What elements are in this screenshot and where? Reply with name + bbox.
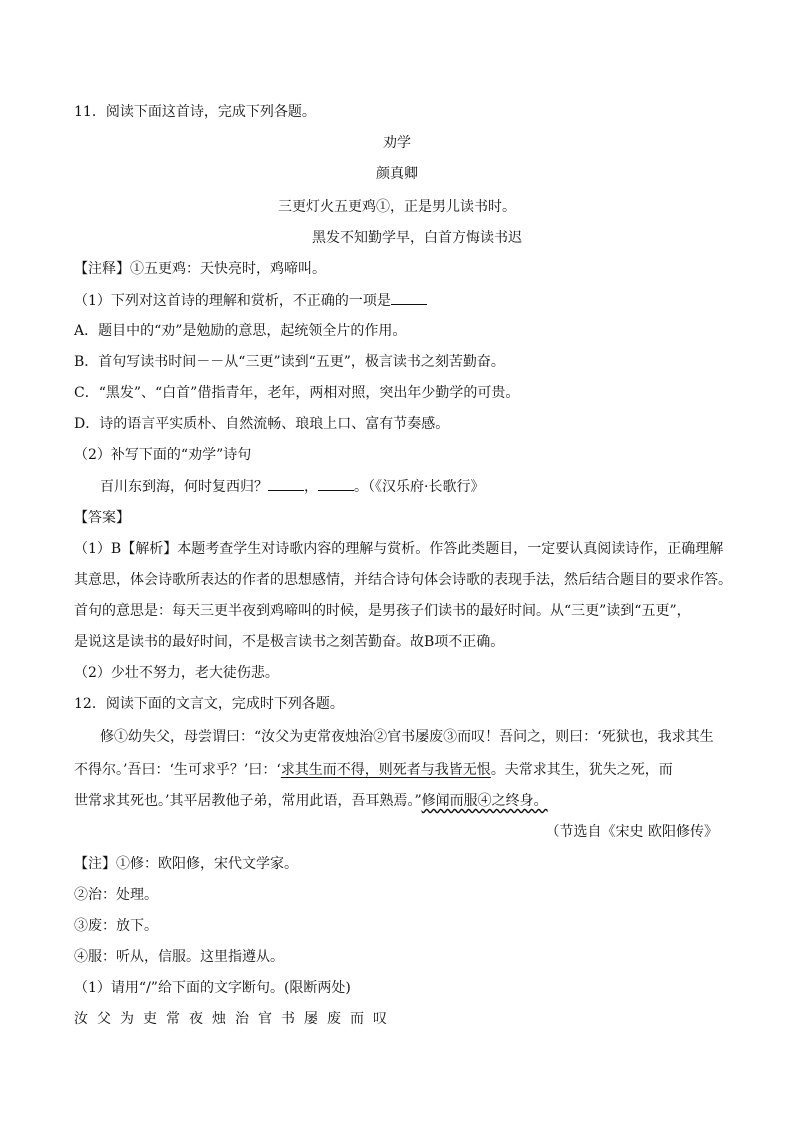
answer1-line2: 其意思，体会诗歌所表达的作者的思想感情，并结合诗句体会诗歌的表现手法，然后结合题目的要求作答。 <box>74 572 732 588</box>
passage-line-1: 修①幼失父，母尝谓曰：“汝父为吏常夜烛治②官书屡废③而叹！吾问之，则曰：‘死狱也，我求其生 <box>100 729 714 745</box>
poem-title: 劝学 <box>383 135 411 151</box>
passage-line-2-pre: 不得尔。’吾曰：‘生可求乎？’曰：‘ <box>74 762 281 778</box>
fill-line <box>100 476 484 497</box>
answer1-line3: 首句的意思是：每天三更半夜到鸡啼叫的时候，是男孩子们读书的最好时间。从“三更”读到“五更”， <box>74 603 691 619</box>
fill-pre: 百川东到海，何时复西归？ <box>100 479 268 495</box>
option-d: D．诗的语言平实质朴、自然流畅、琅琅上口、富有节奏感。 <box>74 416 450 432</box>
wavy-underlined-sentence: 修闻而服④之终身。 <box>421 793 548 809</box>
q11-heading: 11．阅读下面这首诗，完成下列各题。 <box>74 104 316 120</box>
poem-line-1: 三更灯火五更鸡①，正是男儿读书时。 <box>278 199 516 215</box>
answer-blank <box>391 290 427 305</box>
answer1-line4: 是说这是读书的最好时间，不是极言读书之刻苦勤奋。故B项不正确。 <box>74 634 505 650</box>
fill-blank-2 <box>318 476 354 491</box>
q11-sub1-text: （1）下列对这首诗的理解和赏析，不正确的一项是 <box>74 293 391 309</box>
option-b: B．首句写读书时间－－从“三更”读到“五更”，极言读书之刻苦勤奋。 <box>74 354 505 370</box>
punctuation-sentence: 汝父为吏常夜烛治官书屡废而叹 <box>74 1011 396 1027</box>
passage-line-2-post: 。夫常求其生，犹失之死，而 <box>490 762 673 778</box>
q12-note-4: ④服：听从，信服。这里指遵从。 <box>74 949 284 965</box>
poem-note: 【注释】①五更鸡：天快亮时，鸡啼叫。 <box>74 261 326 277</box>
q12-heading: 12．阅读下面的文言文，完成时下列各题。 <box>74 696 344 712</box>
passage-line-3 <box>74 791 548 811</box>
q12-note-1: 【注】①修：欧阳修，宋代文学家。 <box>74 856 298 872</box>
q11-sub1 <box>74 290 427 311</box>
q12-note-2: ②治：处理。 <box>74 887 158 903</box>
fill-sep: ， <box>304 479 318 495</box>
q12-note-3: ③废：放下。 <box>74 918 158 934</box>
fill-post: 。（《汉乐府·长歌行》 <box>354 479 485 495</box>
option-c: C．“黑发”、“白首”借指青年，老年，两相对照，突出年少勤学的可贵。 <box>74 385 520 401</box>
passage-line-3-pre: 世常求其死也。’其平居教他子弟，常用此语，吾耳熟焉。” <box>74 793 422 809</box>
q11-sub2: （2）补写下面的“劝学”诗句 <box>74 447 252 463</box>
passage-line-2 <box>74 760 673 780</box>
answer1-line1: （1）B【解析】本题考查学生对诗歌内容的理解与赏析。作答此类题目，一定要认真阅读诗作，正确理解 <box>74 541 724 557</box>
poem-author: 颜真卿 <box>376 166 418 182</box>
answer-label: 【答案】 <box>74 510 130 526</box>
answer2: （2）少壮不努力，老大徒伤悲。 <box>74 665 279 681</box>
q12-sub1: （1）请用“/”给下面的文字断句。(限断两处) <box>74 980 351 996</box>
option-a: A．题目中的“劝”是勉励的意思，起统领全片的作用。 <box>74 323 407 339</box>
passage-source: （节选自《宋史 欧阳修传》 <box>545 824 718 840</box>
underlined-sentence: 求其生而不得，则死者与我皆无恨 <box>280 762 491 778</box>
poem-line-2: 黑发不知勤学早，白首方悔读书迟 <box>312 230 522 246</box>
fill-blank-1 <box>268 476 304 491</box>
